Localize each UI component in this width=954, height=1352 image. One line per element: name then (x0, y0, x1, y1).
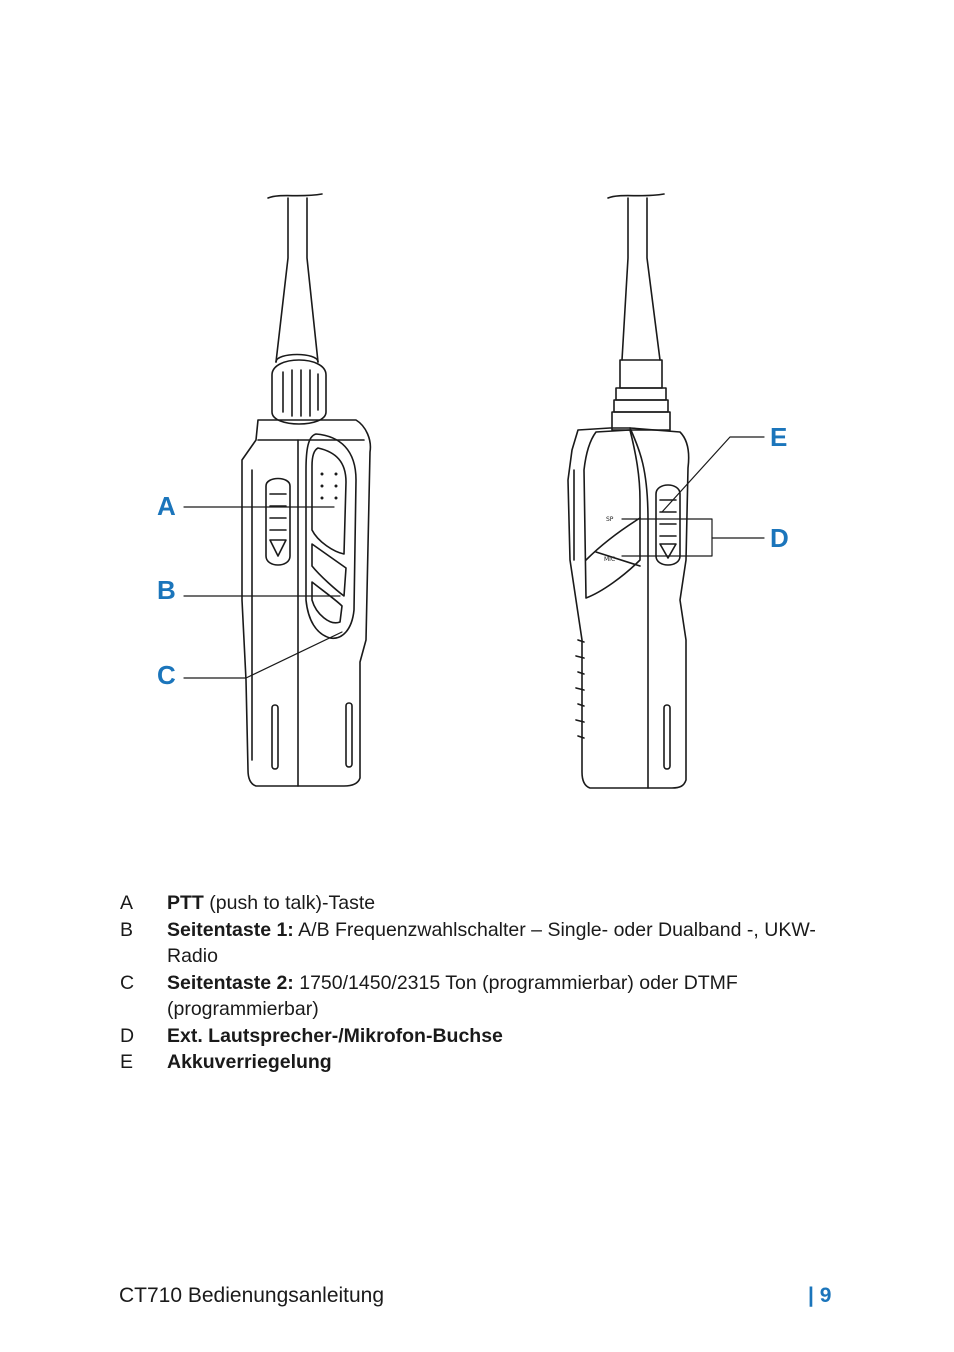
legend-letter: A (120, 892, 134, 914)
page-separator: | (808, 1284, 814, 1307)
legend-description (167, 917, 820, 970)
legend-term: Akkuverriegelung (167, 1051, 332, 1073)
callout-d: D (770, 523, 789, 553)
legend-description (167, 890, 820, 917)
callout-c: C (157, 660, 176, 690)
footer-manual-title: CT710 Bedienungsanleitung (119, 1284, 385, 1307)
legend-detail: A/B Frequenzwahlschalter – Single- oder Dualband -, UKW-Radio (167, 918, 816, 967)
callout-b: B (157, 575, 176, 605)
legend-description (167, 1049, 820, 1076)
legend-list (120, 890, 820, 1076)
legend-description (167, 1023, 820, 1050)
callout-e: E (770, 422, 788, 452)
legend-item-b (120, 917, 820, 970)
legend-detail: 1750/1450/2315 Ton (programmierbar) oder DTMF (programmierbar) (167, 971, 738, 1020)
jack-label-sp: SP (606, 516, 614, 523)
legend-term: Ext. Lautsprecher-/Mikrofon-Buchse (167, 1024, 503, 1047)
callout-a: A (157, 491, 176, 521)
legend-term: PTT (167, 892, 204, 914)
legend-letter: C (120, 971, 135, 994)
legend-item-d (120, 1023, 820, 1050)
jack-label-mic: MIC (604, 556, 616, 563)
legend-item-e (120, 1049, 820, 1076)
radio-left-view (242, 194, 370, 786)
legend-term: Seitentaste 2: (167, 971, 294, 994)
callout-leader-lines (184, 437, 764, 678)
legend-term: Seitentaste 1: (167, 918, 294, 941)
legend-description (167, 970, 820, 1023)
page-number: 9 (819, 1284, 832, 1307)
legend-item-c (120, 970, 820, 1023)
legend-detail: (push to talk)-Taste (203, 892, 376, 914)
legend-letter: E (120, 1051, 134, 1073)
footer-page-number (808, 1284, 831, 1308)
radio-right-view (568, 194, 689, 788)
legend-letter: D (120, 1024, 135, 1047)
legend-item-a (120, 890, 820, 917)
legend-letter: B (120, 918, 134, 941)
